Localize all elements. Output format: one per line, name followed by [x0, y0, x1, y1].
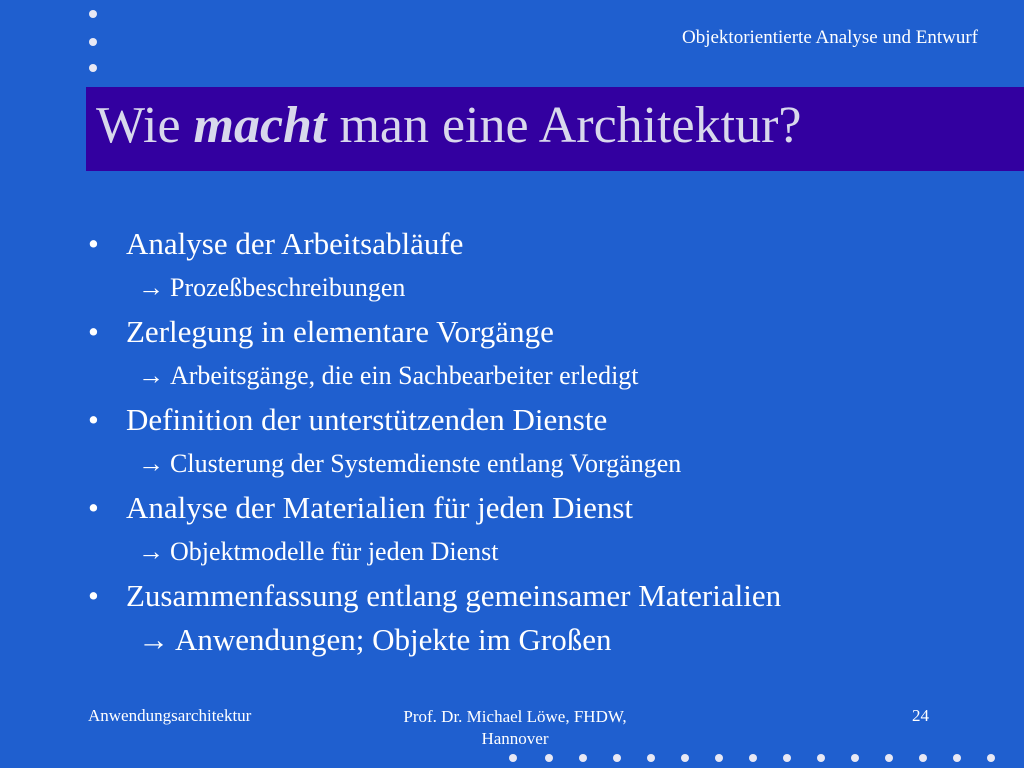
arrow-right-icon: →: [138, 273, 164, 302]
dot-icon: [681, 754, 689, 762]
sub-item: [88, 530, 1008, 574]
dot-icon: [715, 754, 723, 762]
sub-item: [88, 266, 1008, 310]
bullet-item: [88, 398, 1008, 442]
bullet-text: Definition der unterstützenden Dienste: [126, 402, 608, 437]
bullet-icon: •: [88, 314, 99, 349]
dot-icon: [89, 10, 97, 18]
sub-text: Arbeitsgänge, die ein Sachbearbeiter erledigt: [170, 361, 639, 390]
arrow-right-icon: →: [138, 622, 169, 657]
arrow-right-icon: →: [138, 361, 164, 390]
sub-text: Objektmodelle für jeden Dienst: [170, 537, 499, 566]
bullet-item: [88, 486, 1008, 530]
dot-icon: [613, 754, 621, 762]
bullet-text: Analyse der Arbeitsabläufe: [126, 226, 464, 261]
arrow-right-icon: →: [138, 537, 164, 566]
sub-item: [88, 442, 1008, 486]
bullet-icon: •: [88, 490, 99, 525]
dot-icon: [545, 754, 553, 762]
dot-icon: [749, 754, 757, 762]
dot-icon: [885, 754, 893, 762]
dot-icon: [953, 754, 961, 762]
bullet-text: Zusammenfassung entlang gemeinsamer Materialien: [126, 578, 782, 613]
footer-author: [380, 706, 650, 750]
bullet-text: Analyse der Materialien für jeden Dienst: [126, 490, 634, 525]
dot-icon: [647, 754, 655, 762]
footer-author-line2: Hannover: [481, 729, 549, 748]
dot-icon: [783, 754, 791, 762]
bullet-item: [88, 310, 1008, 354]
sub-text: Prozeßbeschreibungen: [170, 273, 406, 302]
bullet-icon: •: [88, 402, 99, 437]
dot-icon: [89, 38, 97, 46]
dot-icon: [987, 754, 995, 762]
sub-text: Anwendungen; Objekte im Großen: [175, 622, 612, 657]
dot-icon: [89, 64, 97, 72]
sub-item: [88, 618, 1008, 662]
decorative-dots-bottom: [0, 754, 1024, 764]
title-prefix: Wie: [96, 97, 194, 154]
title-emphasis: macht: [193, 97, 327, 154]
bullet-item: [88, 574, 1008, 618]
bullet-item: [88, 222, 1008, 266]
arrow-right-icon: →: [138, 449, 164, 478]
title-suffix: man eine Architektur?: [326, 97, 802, 154]
dot-icon: [579, 754, 587, 762]
bullet-text: Zerlegung in elementare Vorgänge: [126, 314, 554, 349]
dot-icon: [509, 754, 517, 762]
bullet-icon: •: [88, 578, 99, 613]
sub-item: [88, 354, 1008, 398]
page-number: 24: [912, 706, 929, 725]
bullet-icon: •: [88, 226, 99, 261]
slide-title: [96, 96, 801, 155]
footer-topic: Anwendungsarchitektur: [88, 706, 252, 725]
dot-icon: [817, 754, 825, 762]
bullet-list: [88, 222, 1008, 662]
course-title: Objektorientierte Analyse und Entwurf: [681, 27, 978, 48]
dot-icon: [851, 754, 859, 762]
sub-text: Clusterung der Systemdienste entlang Vorgängen: [170, 449, 682, 478]
dot-icon: [919, 754, 927, 762]
footer-author-line1: Prof. Dr. Michael Löwe, FHDW,: [403, 707, 627, 726]
